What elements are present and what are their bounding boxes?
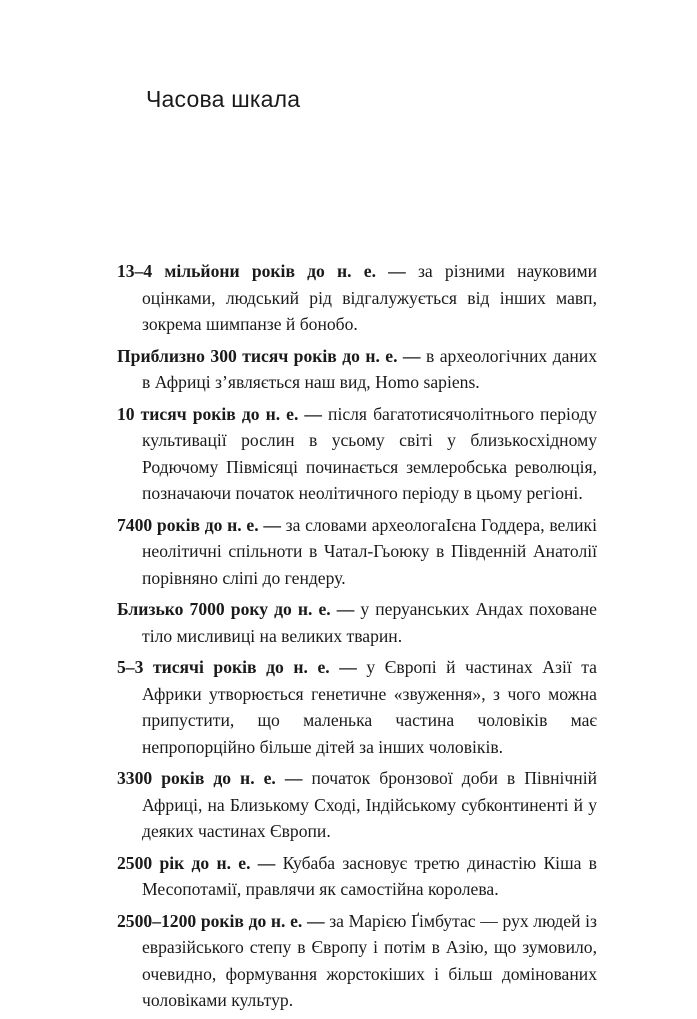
entry-date: Близько 7000 року до н. е. — xyxy=(117,599,355,619)
timeline-entry xyxy=(117,343,597,396)
entry-date: 2500 рік до н. е. — xyxy=(117,852,276,873)
entry-date: 10 тисяч років до н. е. — xyxy=(117,403,322,424)
entry-text: за різними науковими оцінками, людський рід відгалужується від інших мавп, зокрема шимпанзе й бонобо. xyxy=(142,261,597,334)
entry-text: за Марією Ґімбутас — рух людей із евразійського степу в Європу і потім в Азію, що зумовило, очевидно, формування жорстокіших і більш домінованих чоловіками культур. xyxy=(142,910,597,1010)
entry-text: після багатотисячолітнього періоду культивації рослин в усьому світі у близькосхідному Родючому Півмісяці починається землеробська революція, позначаючи початок неолітичного періоду в цьому регіоні. xyxy=(142,403,597,503)
timeline-entry xyxy=(117,258,597,338)
timeline-entry xyxy=(117,908,597,1014)
entry-date: 13–4 мільйони років до н. е. — xyxy=(117,261,406,281)
entry-text: в археологічних даних в Африці з’являється наш вид, Homo sapiens. xyxy=(142,345,598,392)
entry-date: 5–3 тисячі років до н. е. — xyxy=(117,657,357,677)
timeline-entry xyxy=(117,765,597,845)
page-title: Часова шкала xyxy=(146,86,301,112)
timeline-list xyxy=(117,258,597,1019)
entry-text: Кубаба засновує третю династію Кіша в Месопотамії, правлячи як самостійна королева. xyxy=(142,852,597,899)
entry-date: 3300 років до н. е. — xyxy=(117,768,303,788)
timeline-entry xyxy=(117,596,597,649)
entry-date: 7400 років до н. е. — xyxy=(117,514,281,535)
entry-text: за словами археологаІєна Годдера, великі неолітичні спільноти в Чатал-Гьоюку в Південній Анатолії порівняно сліпі до гендеру. xyxy=(142,514,597,588)
timeline-entry xyxy=(117,654,597,760)
timeline-entry xyxy=(117,512,597,592)
timeline-entry xyxy=(117,401,597,507)
timeline-entry xyxy=(117,850,597,903)
entry-date: Приблизно 300 тисяч років до н. е. — xyxy=(117,345,421,366)
entry-text: у Європі й частинах Азії та Африки утворюється генетичне «звуження», з чого можна припустити, що маленька частина чоловіків має непропорційно більше дітей за інших чоловіків. xyxy=(142,657,597,757)
entry-text: початок бронзової доби в Північній Африці, на Близькому Сході, Індійському субконтиненті й у деяких частинах Європи. xyxy=(142,768,597,841)
entry-text: у перуанських Андах поховане тіло мисливиці на великих тварин. xyxy=(142,599,597,646)
entry-date: 2500–1200 років до н. е. — xyxy=(117,910,325,931)
